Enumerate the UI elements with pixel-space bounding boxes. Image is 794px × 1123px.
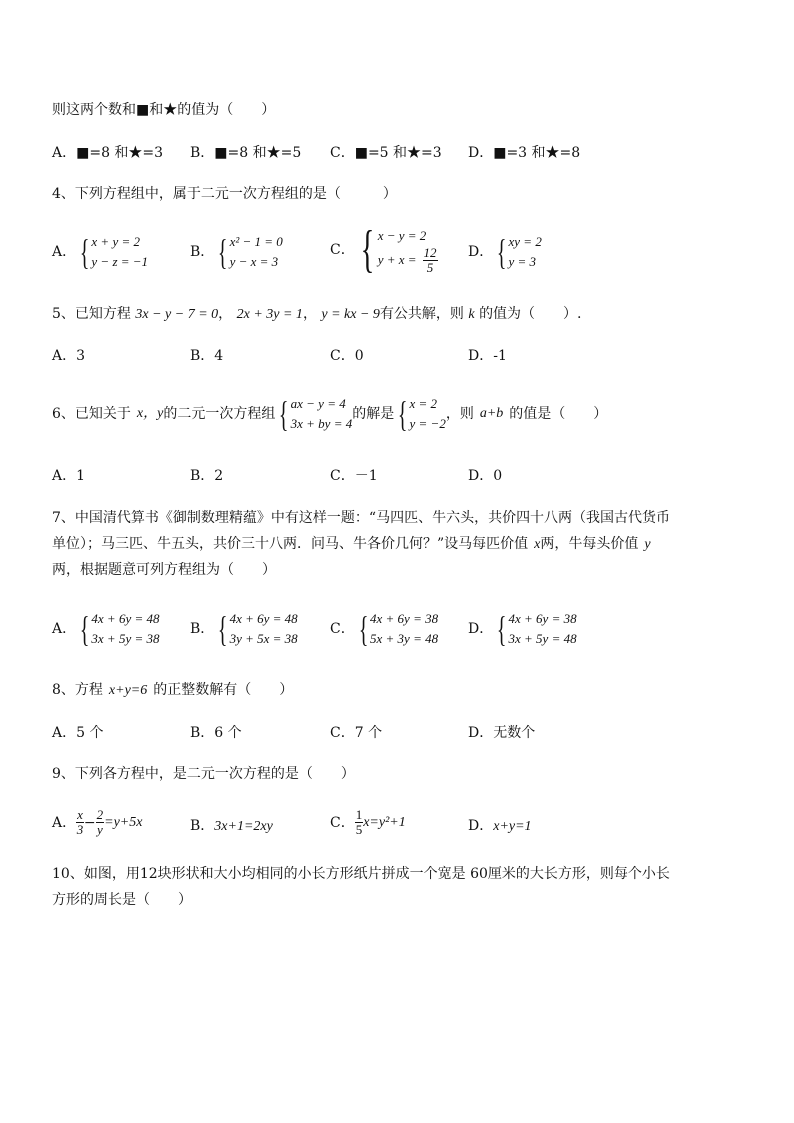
equation: x − y = 2	[377, 227, 427, 243]
question-4-stem: 4、下列方程组中，属于二元一次方程组的是（ ）	[52, 186, 397, 202]
question-5-stem: 5、已知方程 3x − y − 7 = 0， 2x + 3y = 1， y = kx − 9有公共解，则 k 的值为（ ）.	[52, 306, 582, 322]
equation: x=y²+1	[363, 814, 406, 830]
minus-sign: −	[83, 814, 96, 831]
fraction	[76, 808, 84, 837]
equation-system: { x + y = 2 y − z = −1	[80, 232, 149, 272]
equation: y = 3	[508, 254, 537, 269]
equation-system: { x² − 1 = 0 y − x = 3	[218, 232, 283, 272]
q6-option-d: D．0	[468, 468, 503, 484]
numerator: 12	[423, 244, 437, 260]
q5-option-b: B．4	[190, 348, 224, 364]
variable: x	[534, 537, 541, 552]
stem-text: 两，牛每头价值	[540, 536, 639, 552]
denominator: y	[97, 822, 103, 837]
q5-option-a: A．3	[52, 348, 86, 364]
equation: 4x + 6y = 38	[370, 611, 439, 626]
question-6-stem	[52, 394, 607, 434]
option-label: C．	[330, 814, 355, 831]
stem-text: 5、已知方程	[52, 306, 131, 322]
q5-option-c: C．0	[330, 348, 364, 364]
equation: =y+5x	[104, 814, 143, 830]
question-10-line-1: 10、如图，用12块形状和大小均相同的小长方形纸片拼成一个宽是 60厘米的大长方形，则每个小长	[52, 866, 670, 882]
question-7-line-2	[52, 534, 651, 555]
equation: ax − y = 4	[290, 396, 346, 411]
option-b: B．■=8 和★=5	[190, 145, 302, 161]
expression: a+b	[479, 406, 504, 421]
option-a: A．■=8 和★=3	[52, 145, 164, 161]
q5-option-d: D．-1	[468, 348, 507, 364]
option-label: D．	[468, 621, 494, 637]
stem-text: 8、方程	[52, 682, 103, 698]
equation: 2x + 3y = 1	[236, 307, 303, 322]
equation: 3x + by = 4	[290, 416, 353, 431]
denominator: 3	[76, 822, 84, 837]
option-label: A．	[52, 814, 77, 831]
denominator: 5	[426, 259, 434, 275]
stem-text: 有公共解，则	[379, 306, 464, 322]
option-label: C．	[330, 242, 355, 258]
stem-text: 6、已知关于	[52, 406, 131, 422]
fraction	[355, 808, 364, 837]
stem-text: 的值是（ ）	[509, 406, 608, 422]
stem-text: ，则	[445, 406, 474, 422]
q9-option-b	[190, 816, 273, 837]
equation: 4x + 6y = 38	[508, 611, 577, 626]
question-intro: 则这两个数和■和★的值为（ ）	[52, 102, 276, 118]
q9-option-c	[330, 808, 406, 837]
option-c: C．■=5 和★=3	[330, 145, 442, 161]
fraction	[423, 246, 438, 275]
numerator: x	[77, 807, 83, 822]
stem-text: 的正整数解有（ ）	[153, 682, 294, 698]
q7-option-d	[468, 609, 577, 649]
q7-option-b	[190, 609, 298, 649]
q9-option-a	[52, 808, 142, 837]
option-label: D．	[468, 244, 494, 260]
denominator: 5	[355, 822, 363, 837]
solution-system: { x = 2 y = −2	[398, 394, 446, 434]
q7-option-a	[52, 609, 160, 649]
numerator: 1	[355, 807, 363, 822]
equation: 4x + 6y = 48	[229, 611, 298, 626]
equation-system: { 4x + 6y = 38 5x + 3y = 48	[358, 609, 439, 649]
question-7-line-1: 7、中国清代算书《御制数理精蕴》中有这样一题：“马四匹、牛六头，共价四十八两（我国古代货币	[52, 510, 671, 526]
option-label: B．	[190, 621, 215, 637]
q6-option-c: C．－1	[330, 468, 378, 484]
question-10-line-2: 方形的周长是（ ）	[52, 892, 192, 908]
equation-system: { 4x + 6y = 38 3x + 5y = 48	[497, 609, 577, 649]
equation: y − z = −1	[91, 254, 149, 269]
option-label: B．	[190, 244, 215, 260]
equation: 3x + 5y = 48	[508, 631, 577, 646]
equation-system: { xy = 2 y = 3	[497, 232, 542, 272]
stem-text: 的解是	[352, 406, 395, 422]
q8-option-d: D．无数个	[468, 725, 536, 741]
equation: 3x + 5y = 38	[91, 631, 160, 646]
q9-option-d	[468, 816, 532, 837]
equation: x = 2	[409, 396, 438, 411]
q4-option-b	[190, 232, 283, 272]
q8-option-b: B．6 个	[190, 725, 242, 741]
option-label: B．	[190, 818, 215, 834]
option-label: A．	[52, 244, 77, 260]
q6-option-a: A．1	[52, 468, 86, 484]
variable: y	[644, 537, 651, 552]
q4-option-c	[330, 221, 438, 278]
question-8-stem	[52, 680, 293, 701]
equation: x+y=1	[493, 819, 532, 834]
equation: y = kx − 9	[321, 307, 380, 322]
question-9-stem: 9、下列各方程中，是二元一次方程的是（ ）	[52, 766, 355, 782]
equation: y + x =	[377, 252, 417, 267]
variable: k	[468, 307, 475, 322]
equation: 4x + 6y = 48	[91, 611, 160, 626]
equation: 5x + 3y = 48	[370, 631, 439, 646]
equation: y = −2	[409, 416, 446, 431]
q6-option-b: B．2	[190, 468, 224, 484]
variables: x，y	[136, 406, 164, 421]
equation: 3y + 5x = 38	[229, 631, 298, 646]
equation: xy = 2	[508, 234, 542, 249]
fraction	[96, 808, 105, 837]
q4-option-a	[52, 232, 148, 272]
numerator: 2	[96, 807, 104, 822]
q7-option-c	[330, 609, 438, 649]
equation-system: { 4x + 6y = 48 3y + 5x = 38	[218, 609, 298, 649]
option-label: A．	[52, 621, 77, 637]
question-7-line-3: 两，根据题意可列方程组为（ ）	[52, 562, 276, 578]
equation: x+y=6	[108, 683, 148, 698]
stem-text: 的二元一次方程组	[163, 406, 276, 422]
stem-text: 的值为（ ）.	[479, 306, 582, 322]
option-d: D．■=3 和★=8	[468, 145, 581, 161]
stem-text: 单位）；马三匹、牛五头，共价三十八两．问马、牛各价几何？”设马每匹价值	[52, 536, 529, 552]
q8-option-c: C．7 个	[330, 725, 383, 741]
equation-system: { 4x + 6y = 48 3x + 5y = 38	[80, 609, 160, 649]
equation-system: { ax − y = 4 3x + by = 4	[279, 394, 353, 434]
option-label: C．	[330, 621, 355, 637]
equation: 3x+1=2xy	[214, 819, 273, 834]
equation: y − x = 3	[229, 254, 279, 269]
option-label: D．	[468, 818, 494, 834]
equation: 3x − y − 7 = 0	[135, 307, 219, 322]
equation: x² − 1 = 0	[229, 234, 283, 249]
q8-option-a: A．5 个	[52, 725, 104, 741]
q4-option-d	[468, 232, 542, 272]
equation: x + y = 2	[91, 234, 140, 249]
equation-system: { x − y = 2 y + x = $\frac{12}{5}$	[360, 221, 437, 278]
